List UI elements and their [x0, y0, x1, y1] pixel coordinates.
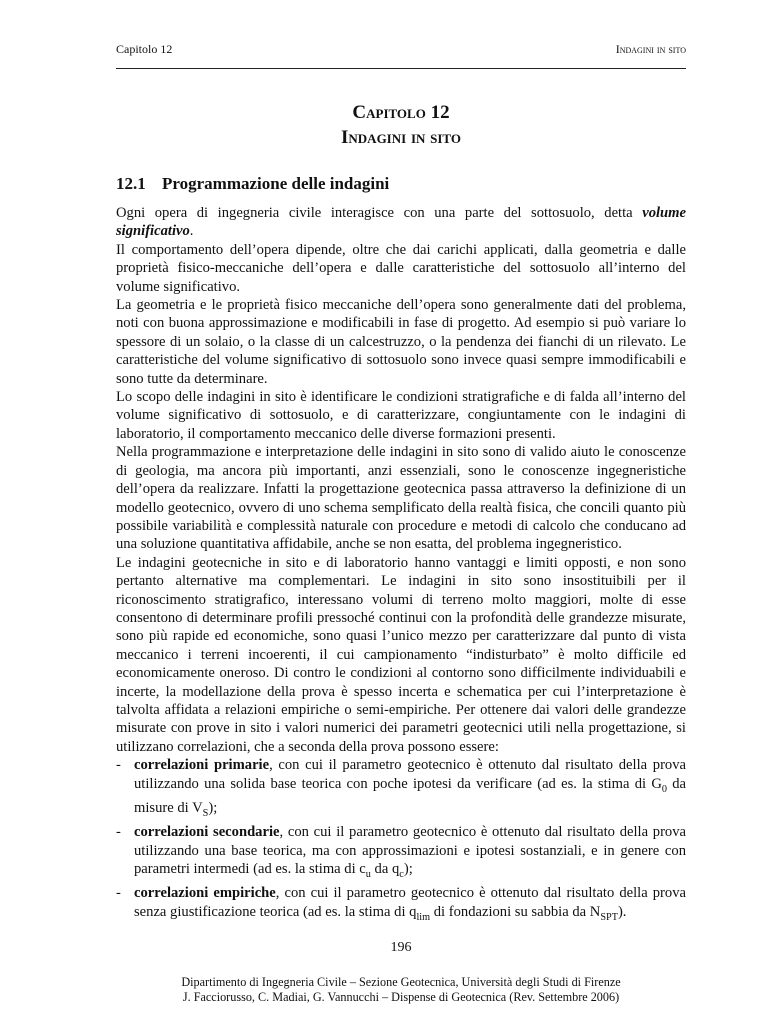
- header-topic: Indagini in sito: [615, 42, 686, 56]
- list-dash: -: [116, 885, 121, 902]
- section-heading: [116, 174, 686, 194]
- list-dash: -: [116, 757, 121, 774]
- list-term: correlazioni secondarie: [134, 824, 280, 841]
- correlation-list: [116, 756, 686, 927]
- list-dash: -: [116, 824, 121, 841]
- paragraph: Lo scopo delle indagini in sito è identificare le condizioni stratigrafiche e di falda all’interno del volume significativo di sottosuolo, e di caratterizzare, congiuntamente con le indagini di laboratorio, il comportamento meccanico delle diverse formazioni presenti.: [116, 389, 686, 442]
- subscript: SPT: [600, 911, 618, 923]
- list-text: );: [208, 799, 218, 816]
- section-title: Programmazione delle indagini: [162, 174, 390, 193]
- subscript: c: [399, 868, 404, 880]
- subscript: 0: [661, 783, 667, 795]
- header-chapter: Capitolo 12: [116, 42, 173, 56]
- page-footer: [116, 975, 686, 1005]
- running-header: [116, 42, 686, 69]
- paragraph: La geometria e le proprietà fisico meccaniche dell’opera sono generalmente dati del problema, noti con buona approssimazione e modificabili in fase di progetto. Ad esempio si può variare lo spessore di un solaio, o la classe di un calcestruzzo, o la pendenza dei fianchi di un rilevato. Le caratteristiche del volume significativo di sottosuolo sono invece quasi sempre immodificabili e sono tutte da determinare.: [116, 297, 686, 387]
- list-text: , con cui il parametro geotecnico è ottenuto dal risultato della prova utilizzando una solida base teorica con poche ipotesi da verificare (ad es. la stima di G: [134, 757, 686, 792]
- paragraph: Il comportamento dell’opera dipende, oltre che dai carichi applicati, dalla geometria e dalle proprietà fisico-meccaniche dell’opera e dalle caratteristiche del sottosuolo all’interno del volume significativo.: [116, 241, 686, 295]
- paragraph-end: .: [189, 223, 194, 240]
- chapter-title: [116, 100, 686, 150]
- list-item: [116, 884, 686, 927]
- list-text: );: [403, 861, 413, 878]
- footer-authors: J. Facciorusso, C. Madiai, G. Vannucchi – Dispense di Geotecnica (Rev. Settembre 2006): [182, 990, 620, 1004]
- list-text: , con cui il parametro geotecnico è ottenuto dal risultato della prova senza giustificazione teorica (ad es. la stima di q: [134, 885, 686, 920]
- subscript: u: [365, 868, 371, 880]
- list-text: , con cui il parametro geotecnico è ottenuto dal risultato della prova utilizzando una base teorica, ma con approssimazioni e ipotesi sostanziali, e in genere con parametri intermedi (ad es. la stima di c: [134, 824, 687, 878]
- footer-institution: Dipartimento di Ingegneria Civile – Sezione Geotecnica, Università degli Studi di Firenze: [181, 975, 621, 989]
- section-number: 12.1: [116, 174, 146, 193]
- subscript: S: [202, 807, 209, 819]
- list-text: di fondazioni su sabbia da N: [430, 903, 601, 920]
- list-text: da q: [370, 861, 400, 878]
- emphasis-term: volume significativo: [116, 205, 686, 240]
- paragraph: Le indagini geotecniche in sito e di laboratorio hanno vantaggi e limiti opposti, e non sono pertanto alternative ma complementari. Le indagini in sito sono insostituibili per il riconoscimento stratigrafico, interessano volumi di terreno molto maggiori, molte di esse consentono di determinare profili pressoché continui con la profondità delle grandezze misurate, sono più rapide ed economiche, sono quasi l’unico mezzo per caratterizzare dal punto di vista meccanico i terreni incoerenti, il cui campionamento “indisturbato” è molto difficile ed economicamente oneroso. Di contro le condizioni al contorno sono difficilmente individuabili e incerte, la modellazione della prova è spesso incerta e schematica per cui l’interpretazione è talvolta affidata a relazioni empiriche o semi-empiriche. Per ottenere dai valori delle grandezze misurate con prove in sito i valori numerici dei parametri geotecnici utili nella progettazione, si utilizzano correlazioni, che a seconda della prova possono essere:: [116, 554, 686, 755]
- list-text: ).: [617, 903, 627, 920]
- page-number: 196: [390, 940, 412, 955]
- chapter-number: Capitolo 12: [352, 102, 450, 123]
- paragraph: Nella programmazione e interpretazione delle indagini in sito sono di valido aiuto le conoscenze di geologia, ma ancora più importanti, anzi essenziali, sono le conoscenze ingegneristiche dell’opera da realizzare. Infatti la progettazione geotecnica passa attraverso la definizione di un modello geotecnico, ovvero di uno schema semplificato della realtà fisica, che concili quanto più possibile variabilità e complessità naturale con procedure e metodi di calcolo che conducano ad una soluzione quantitativa affidabile, anche se non esatta, del problema ingegneristico.: [116, 444, 686, 553]
- paragraph: [116, 204, 686, 241]
- list-term: correlazioni empiriche: [134, 885, 276, 902]
- chapter-name: Indagini in sito: [341, 127, 461, 148]
- body-text: [116, 204, 686, 927]
- list-item: [116, 823, 686, 884]
- list-text: da misure di V: [134, 775, 686, 816]
- subscript: lim: [416, 911, 431, 923]
- paragraph-text: Ogni opera di ingegneria civile interagisce con una parte del sottosuolo, detta: [116, 205, 643, 221]
- list-term: correlazioni primarie: [134, 757, 270, 774]
- list-item: [116, 756, 686, 823]
